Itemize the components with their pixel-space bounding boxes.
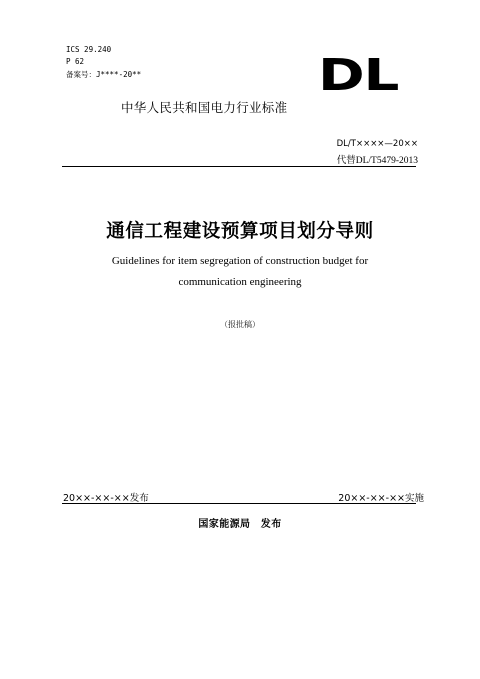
record-number: 备案号：J****-20** (66, 70, 142, 79)
industry-standard-title: 中华人民共和国电力行业标准 (121, 100, 288, 115)
replaces-standard: 代替DL/T5479-2013 (336, 156, 418, 166)
ics-code: ICS 29.240 (66, 45, 112, 54)
top-divider (62, 166, 416, 167)
document-title-english-line2: communication engineering (178, 276, 302, 288)
document-title-chinese: 通信工程建设预算项目划分导则 (106, 221, 374, 242)
dl-logo: DL (318, 50, 399, 101)
document-title-english-line1: Guidelines for item segregation of construction budget for (111, 255, 369, 267)
draft-status: （报批稿） (220, 320, 260, 329)
bottom-divider (62, 503, 416, 504)
issue-date: 20××-××-××发布 (63, 493, 149, 504)
classification-code: P 62 (66, 57, 85, 66)
implementation-date: 20××-××-××实施 (338, 493, 424, 504)
standard-number: DL/T××××—20×× (336, 139, 418, 149)
publisher: 国家能源局 发布 (198, 519, 282, 530)
